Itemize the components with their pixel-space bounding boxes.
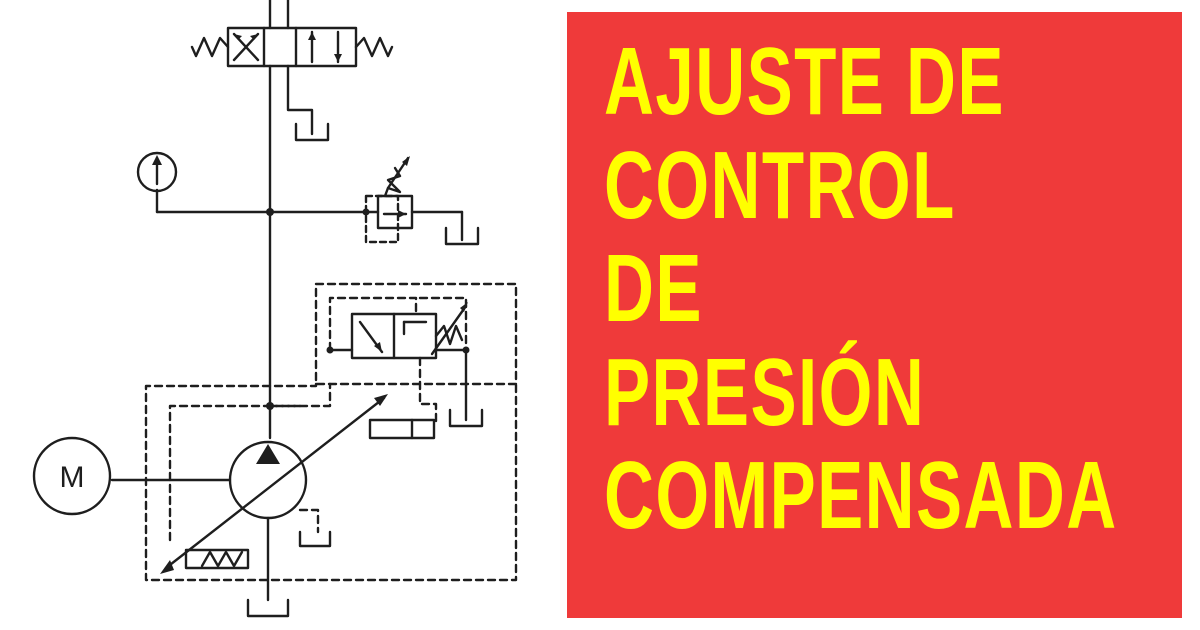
title-line-4: PRESIÓN (604, 338, 926, 446)
directional-valve (192, 0, 392, 140)
hydraulic-circuit-diagram (0, 0, 552, 630)
relief-valve (366, 158, 478, 244)
title-panel (567, 12, 1182, 618)
title-line-2: CONTROL (604, 131, 956, 239)
control-cylinder (370, 420, 434, 438)
variable-pump (112, 398, 384, 616)
title-line-5: COMPENSADA (604, 442, 1118, 550)
circuit-svg (0, 0, 552, 630)
stroke-spring (186, 550, 248, 568)
compensator-valve (330, 306, 482, 426)
motor-label: M (59, 461, 85, 494)
title-line-3: DE (604, 235, 703, 343)
title-line-1: AJUSTE DE (604, 28, 1005, 135)
